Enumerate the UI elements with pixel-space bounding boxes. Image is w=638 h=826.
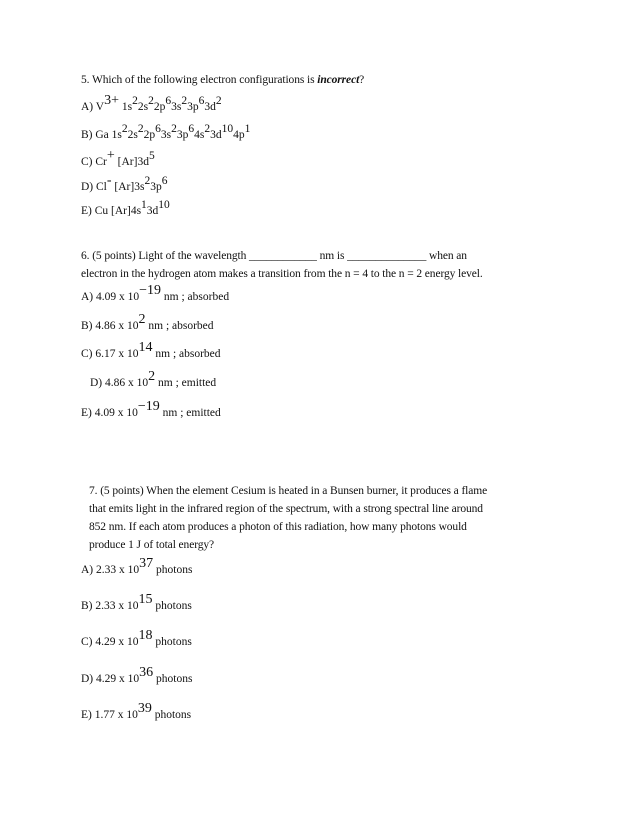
q6-option-c[interactable]: C) 6.17 x $10^{14}$ nm ; absorbed <box>81 340 221 360</box>
q5-option-e[interactable]: E) Cu $[Ar]4s^13d^{10}$ <box>81 199 170 217</box>
q6-option-a[interactable]: A) 4.09 x $10^{-19}$ nm ; absorbed <box>81 283 230 303</box>
q5-stem-text: 5. Which of the following electron configurations is <box>81 74 318 86</box>
q5-option-d[interactable]: D) Cl- $[Ar]3s^23p^6$ <box>81 173 168 193</box>
question-7-stem <box>89 482 487 554</box>
q6-stem-line-1: 6. (5 points) Light of the wavelength ____________ nm is ______________ when an <box>81 250 467 262</box>
q7-option-a[interactable]: A) 2.33 x $10^{37}$ photons <box>81 556 193 576</box>
q6-option-b[interactable]: B) 4.86 x $10^2$ nm ; absorbed <box>81 312 214 332</box>
question-5-stem <box>81 71 364 89</box>
q6-option-d[interactable]: D) 4.86 x $10^2$ nm ; emitted <box>90 369 217 389</box>
q7-stem-line-2: that emits light in the infrared region of the spectrum, with a strong spectral line around <box>89 503 483 515</box>
q7-option-b[interactable]: B) 2.33 x $10^{15}$ photons <box>81 592 192 612</box>
q7-option-e[interactable]: E) 1.77 x $10^{39}$ photons <box>81 701 192 721</box>
q5-option-b[interactable]: B) Ga $1s^22s^22p^63s^23p^64s^23d^{10}4p^1$ <box>81 123 251 141</box>
q5-option-a[interactable]: A) $V^{3+}$ $1s^22s^22p^63s^23p^63d^2$ <box>81 93 222 113</box>
q5-stem-emphasis: incorrect <box>317 74 360 86</box>
q5-option-c[interactable]: C) Cr+ $[Ar]3d^5$ <box>81 148 155 168</box>
q7-stem-line-1: 7. (5 points) When the element Cesium is heated in a Bunsen burner, it produces a flame <box>89 485 488 497</box>
q6-option-e[interactable]: E) 4.09 x $10^{-19}$ nm ; emitted <box>81 399 221 419</box>
q6-stem-line-2: electron in the hydrogen atom makes a transition from the n = 4 to the n = 2 energy level. <box>81 268 483 280</box>
q7-stem-line-4: produce 1 J of total energy? <box>89 539 215 551</box>
question-6-stem <box>81 247 483 283</box>
q5-stem-suffix: ? <box>359 74 365 86</box>
q7-stem-line-3: 852 nm. If each atom produces a photon of this radiation, how many photons would <box>89 521 467 533</box>
q7-option-c[interactable]: C) 4.29 x $10^{18}$ photons <box>81 628 192 648</box>
q5-a-config: $1s^22s^22p^63s^23p^63d^2$ <box>121 95 222 113</box>
q7-option-d[interactable]: D) 4.29 x $10^{36}$ photons <box>81 665 193 685</box>
q5-b-config: $1s^22s^22p^63s^23p^64s^23d^{10}4p^1$ <box>111 123 251 141</box>
